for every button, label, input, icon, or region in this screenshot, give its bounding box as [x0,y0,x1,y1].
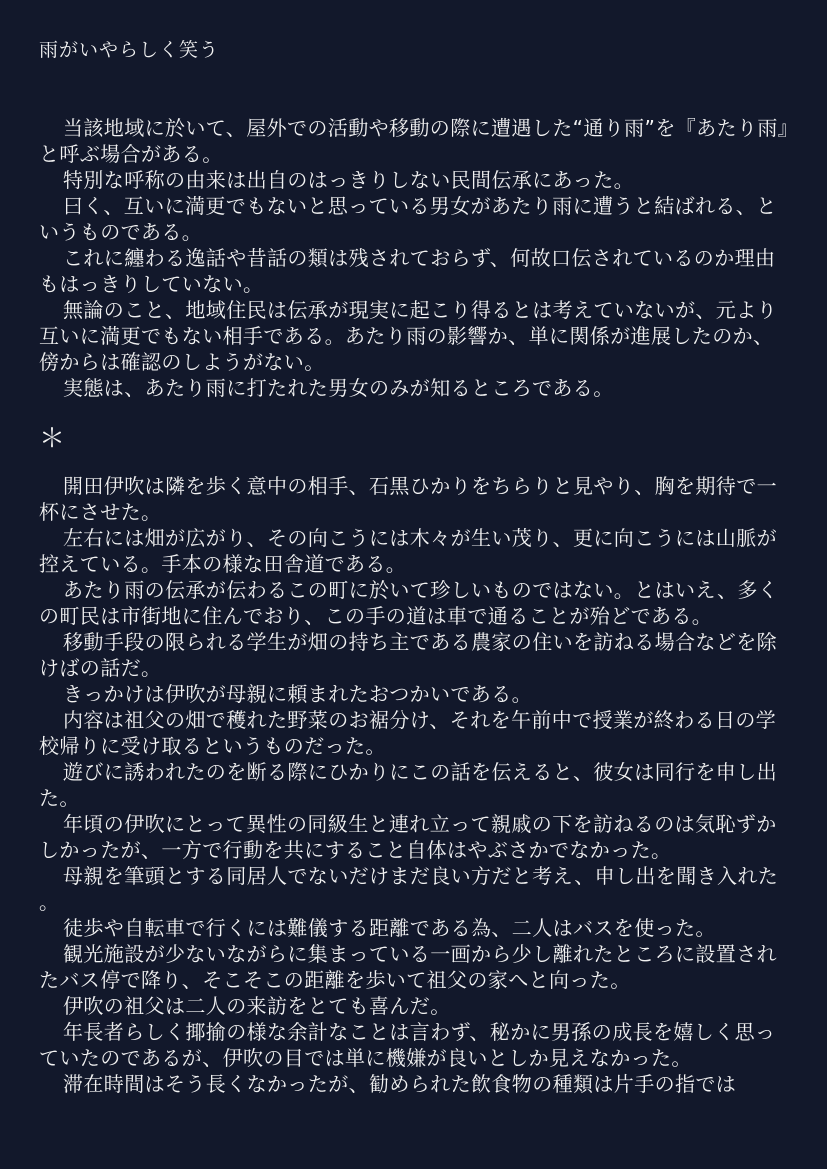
paragraph: 内容は祖父の畑で穫れた野菜のお裾分け、それを午前中で授業が終わる日の学校帰りに受け取るというものだった。 [39,708,777,758]
paragraph: 年頃の伊吹にとって異性の同級生と連れ立って親戚の下を訪ねるのは気恥ずかしかったが、一方で行動を共にすること自体はやぶさかでなかった。 [39,812,777,862]
paragraph: 滞在時間はそう長くなかったが、勧められた飲食物の種類は片手の指では [63,1072,737,1096]
paragraph: 年長者らしく揶揄の様な余計なことは言わず、秘かに男孫の成長を嬉しく思っていたのであるが、伊吹の目では単に機嫌が良いとしか見えなかった。 [39,1020,776,1070]
paragraph: 特別な呼称の由来は出自のはっきりしない民間伝承にあった。 [63,168,634,192]
document-title: 雨がいやらしく笑う [39,39,220,61]
paragraph: 曰く、互いに満更でもないと思っている男女があたり雨に遭うと結ばれる、というものである。 [39,194,777,244]
paragraph: 当該地域に於いて、屋外での活動や移動の際に遭遇した“通り雨”を『あたり雨』と呼ぶ場合がある。 [39,116,789,166]
paragraph: 移動手段の限られる学生が畑の持ち主である農家の住いを訪ねる場合などを除けばの話だ。 [39,630,777,680]
paragraph: 無論のこと、地域住民は伝承が現実に起こり得るとは考えていないが、元より互いに満更でもない相手である。あたり雨の影響か、単に関係が進展したのか、傍からは確認のしようがない。 [39,298,777,374]
paragraph: 観光施設が少ないながらに集まっている一画から少し離れたところに設置されたバス停で降り、そこそこの距離を歩いて祖父の家へと向った。 [39,942,777,992]
paragraph: 開田伊吹は隣を歩く意中の相手、石黒ひかりをちらりと見やり、胸を期待で一杯にさせた。 [39,474,777,524]
paragraph: あたり雨の伝承が伝わるこの町に於いて珍しいものではない。とはいえ、多くの町民は市街地に住んでおり、この手の道は車で通ることが殆どである。 [39,578,779,628]
section-separator: ＊ [39,424,66,454]
paragraph: 母親を筆頭とする同居人でないだけまだ良い方だと考え、申し出を聞き入れた。 [39,864,779,914]
paragraph: これに纏わる逸話や昔話の類は残されておらず、何故口伝されているのか理由もはっきりしていない。 [39,246,776,296]
document-body [39,115,791,1097]
paragraph: 左右には畑が広がり、その向こうには木々が生い茂り、更に向こうには山脈が控えている。手本の様な田舎道である。 [39,526,777,576]
paragraph: 実態は、あたり雨に打たれた男女のみが知るところである。 [63,376,614,400]
paragraph: 伊吹の祖父は二人の来訪をとても喜んだ。 [63,994,451,1018]
paragraph: きっかけは伊吹が母親に頼まれたおつかいである。 [63,682,532,706]
paragraph: 徒歩や自転車で行くには難儀する距離である為、二人はバスを使った。 [63,916,716,940]
paragraph: 遊びに誘われたのを断る際にひかりにこの話を伝えると、彼女は同行を申し出た。 [39,760,777,810]
